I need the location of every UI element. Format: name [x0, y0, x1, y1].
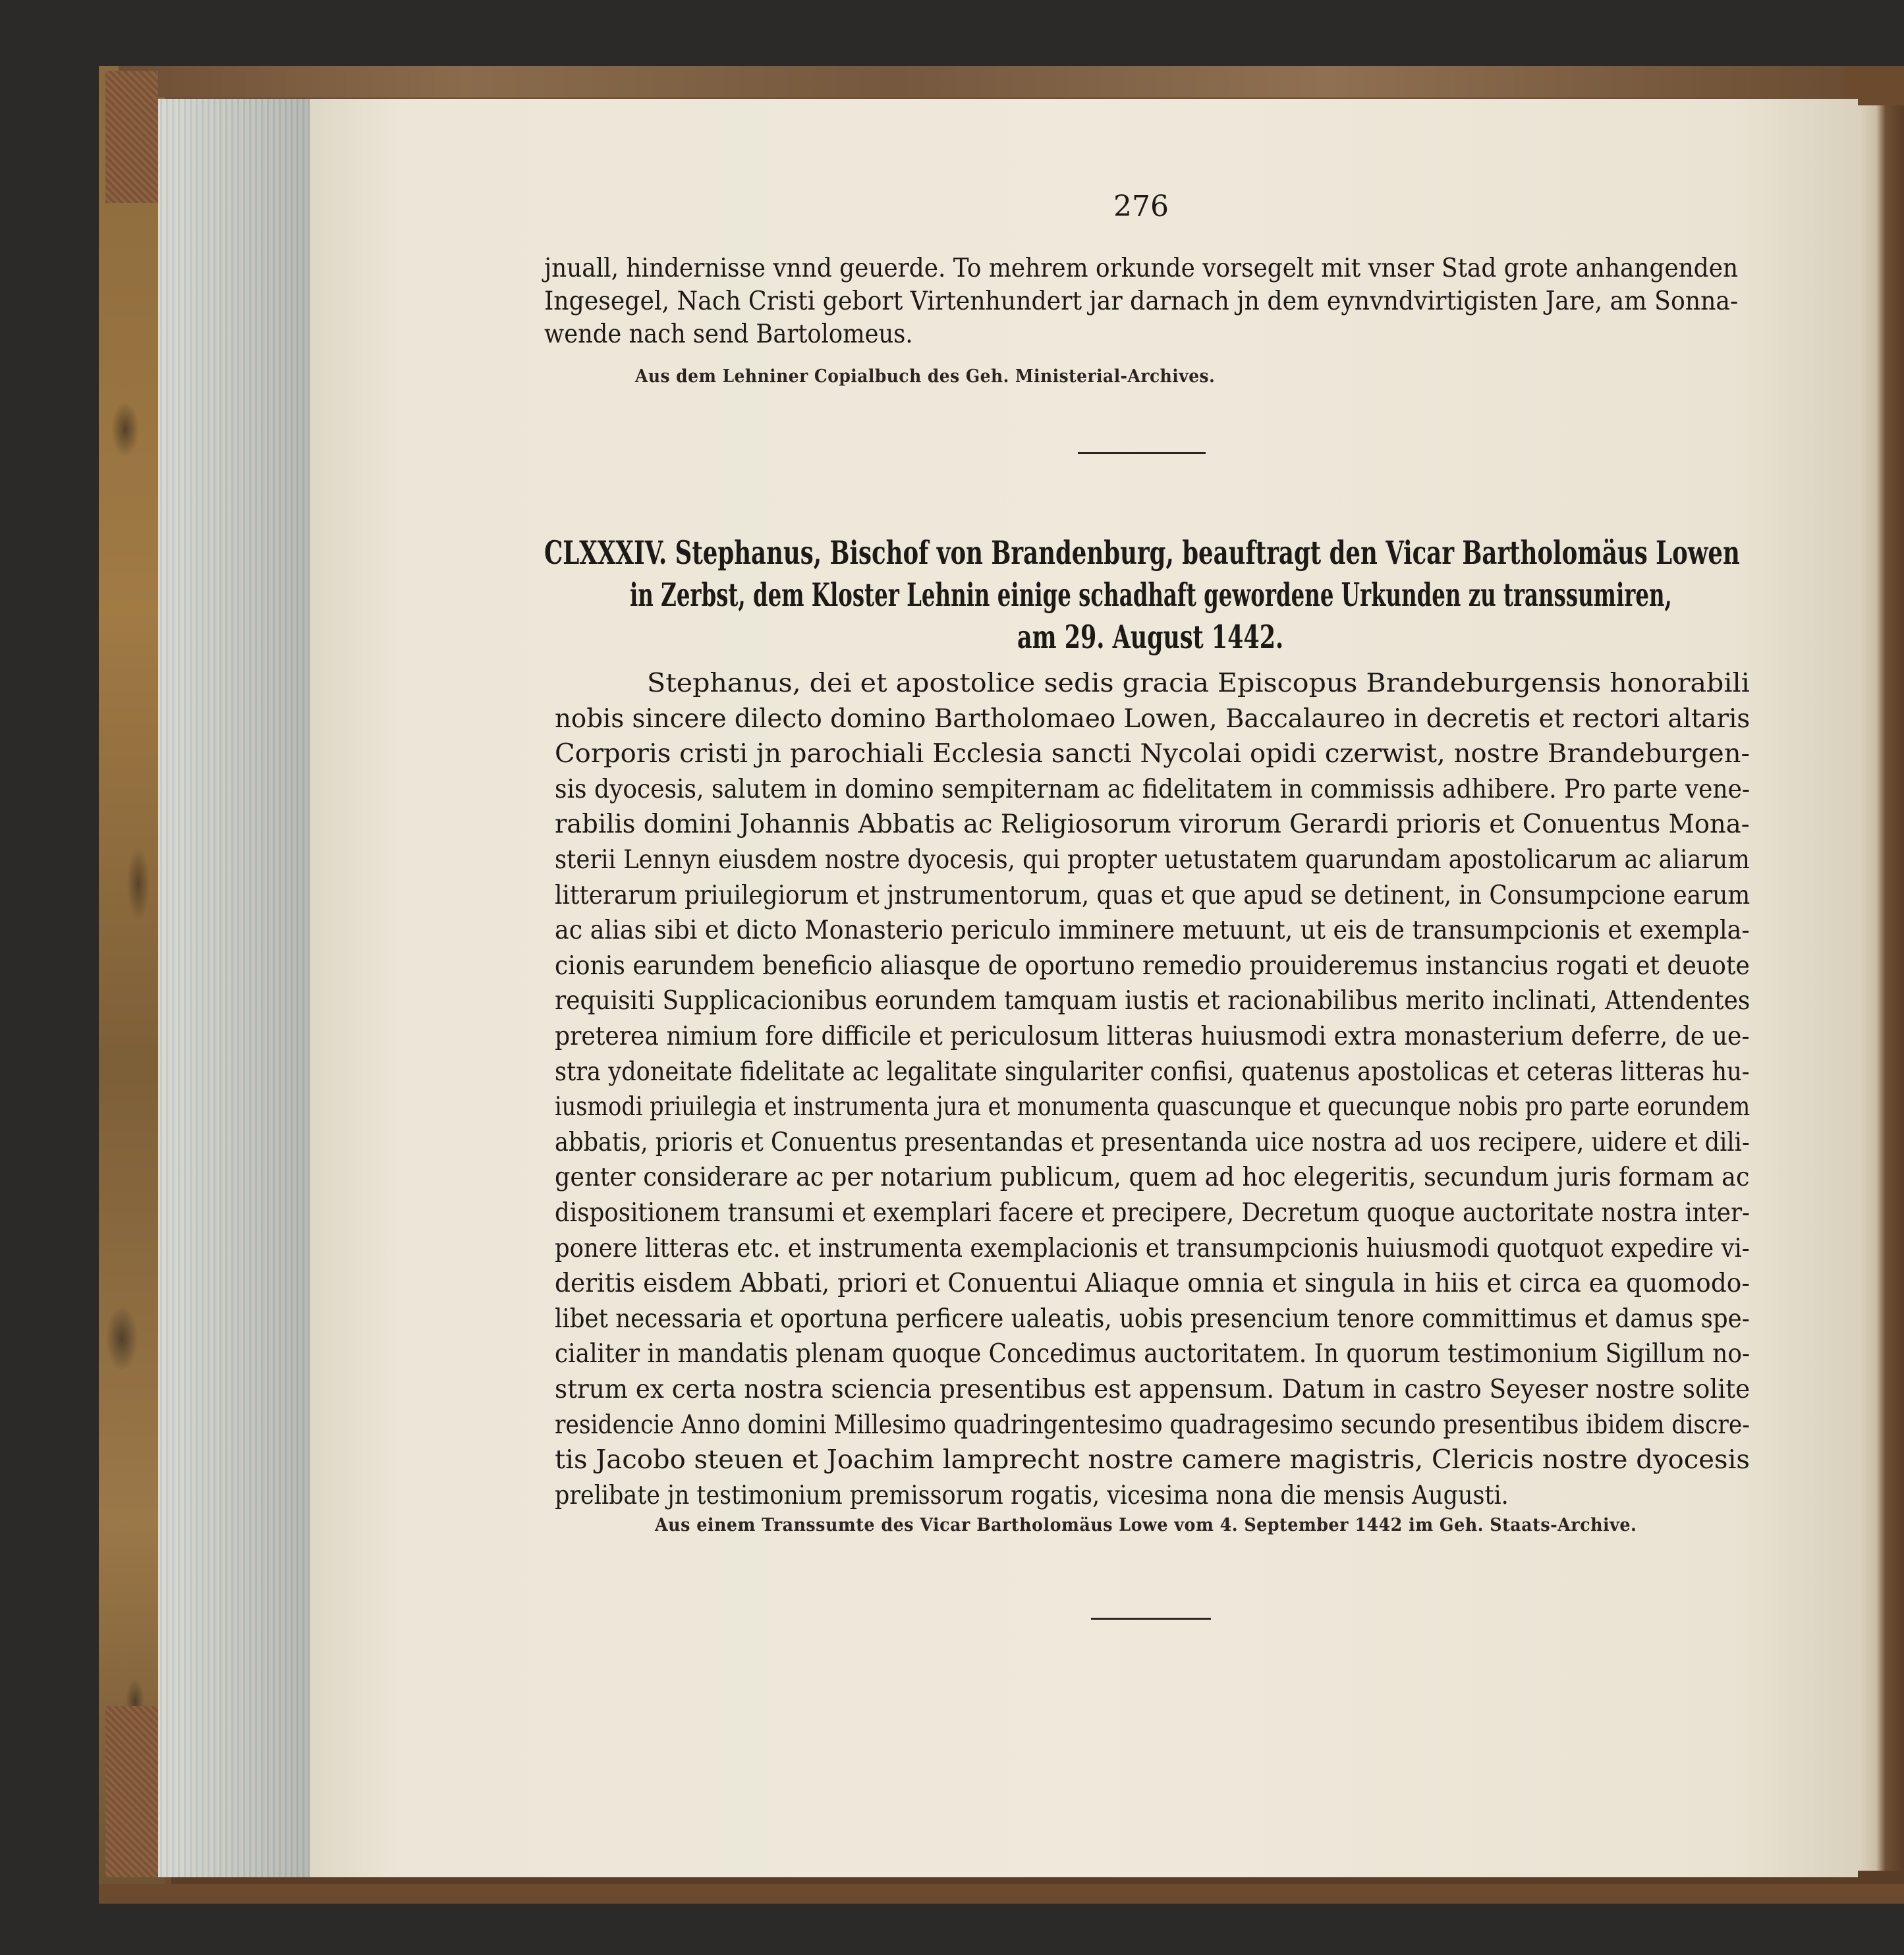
main-para-line: residencie Anno domini Millesimo quadringentesimo quadragesimo secundo presentibus ibidem discre- [555, 1409, 1750, 1440]
main-para-line: cialiter in mandatis plenam quoque Concedimus auctoritatem. In quorum testimonium Sigillum no- [555, 1338, 1750, 1369]
section-divider [1078, 452, 1206, 454]
cover-corner-bottom [105, 1706, 158, 1877]
main-para-line: requisiti Supplicacionibus eorundem tamquam iustis et racionabilibus merito inclinati, Attendentes [555, 985, 1750, 1016]
top-para-line: Ingesegel, Nach Cristi gebort Virtenhundert jar darnach jn dem eynvndvirtigisten Jare, am Sonna- [544, 286, 1739, 316]
main-para-line: genter considerare ac per notarium publicum, quem ad hoc elegeritis, secundum juris formam ac [555, 1162, 1750, 1193]
main-para-line: strum ex certa nostra sciencia presentibus est appensum. Datum in castro Seyeser nostre solite [555, 1374, 1750, 1404]
main-para-line: ponere litteras etc. et instrumenta exemplacionis et transumpcionis huiusmodi quotquot expedire vi- [555, 1232, 1750, 1263]
main-para-line: prelibate jn testimonium premissorum rogatis, vicesima nona die mensis Augusti. [555, 1479, 1509, 1510]
main-para-line: Corporis cristi jn parochiali Ecclesia sancti Nycolai opidi czerwist, nostre Brandeburgen- [555, 738, 1750, 769]
main-para-line: nobis sincere dilecto domino Bartholomaeo Lowen, Baccalaureo in decretis et rectori altaris [555, 703, 1750, 734]
marbled-cover-top [119, 66, 1845, 97]
heading-line: am 29. August 1442. [1017, 618, 1284, 656]
heading-line: in Zerbst, dem Kloster Lehnin einige schadhaft gewordene Urkunden zu transsumiren, [630, 576, 1672, 614]
main-para-line: sterii Lennyn eiusdem nostre dyocesis, qui propter uetustatem quarundam apostolicarum ac aliarum [555, 844, 1750, 875]
main-para-line: abbatis, prioris et Conuentus presentandas et presentanda uice nostra ad uos recipere, uidere et dili- [555, 1126, 1750, 1157]
top-para-line: wende nach send Bartolomeus. [544, 319, 913, 349]
page-edges-shade [158, 99, 310, 1877]
main-para-line: deritis eisdem Abbati, priori et Conuentui Aliaque omnia et singula in hiis et circa ea quomodo- [555, 1268, 1750, 1299]
main-para-line: cionis earundem beneficio aliasque de oportuno remedio prouideremus instancius rogati et deuote [555, 950, 1750, 981]
main-para-line: dispositionem transumi et exemplari facere et precipere, Decretum quoque auctoritate nostra inter- [555, 1198, 1750, 1228]
main-para-line: litterarum priuilegiorum et jnstrumentorum, quas et que apud se detinent, in Consumpcione earum [555, 879, 1750, 910]
main-para-line: libet necessaria et oportuna perficere ualeatis, uobis presencium tenore committimus et damus spe- [555, 1303, 1750, 1334]
main-para-line: sis dyocesis, salutem in domino sempiternam ac fidelitatem in commissis adhibere. Pro parte vene- [555, 773, 1750, 804]
cover-corner-top [105, 71, 158, 203]
main-para-line: rabilis domini Johannis Abbatis ac Religiosorum virorum Gerardi prioris et Conuentus Mona- [555, 809, 1750, 840]
main-para-line: stra ydoneitate fidelitate ac legalitate singulariter confisi, quatenus apostolicas et ceteras litteras hu- [555, 1056, 1750, 1087]
main-para-line: preterea nimium fore difficile et periculosum litteras huiusmodi extra monasterium deferre, de ue- [555, 1021, 1750, 1051]
bottom-source-note: Aus einem Transsumte des Vicar Bartholomäus Lowe vom 4. September 1442 im Geh. Staats-Archive. [655, 1515, 1637, 1535]
end-divider [1091, 1618, 1211, 1620]
main-para-line: tis Jacobo steuen et Joachim lamprecht nostre camere magistris, Clericis nostre dyocesis [555, 1445, 1750, 1475]
next-page-edge [1858, 105, 1904, 1871]
top-source-note: Aus dem Lehniner Copialbuch des Geh. Ministerial-Archives. [635, 366, 1216, 387]
heading-line: CLXXXIV. Stephanus, Bischof von Brandenburg, beauftragt den Vicar Bartholomäus Lowen [544, 534, 1740, 572]
main-para-line: ac alias sibi et dicto Monasterio periculo imminere metuunt, ut eis de transumpcionis et exempla- [555, 915, 1750, 946]
page-number: 276 [1113, 190, 1169, 223]
main-para-line: iusmodi priuilegia et instrumenta jura et monumenta quascunque et quecunque nobis pro parte eorundem [555, 1091, 1750, 1122]
main-para-line: Stephanus, dei et apostolice sedis gracia Episcopus Brandeburgensis honorabili [647, 668, 1750, 698]
marbled-cover-edge [99, 66, 165, 1884]
top-para-line: jnuall, hindernisse vnnd geuerde. To mehrem orkunde vorsegelt mit vnser Stad grote anhangenden [544, 253, 1739, 283]
